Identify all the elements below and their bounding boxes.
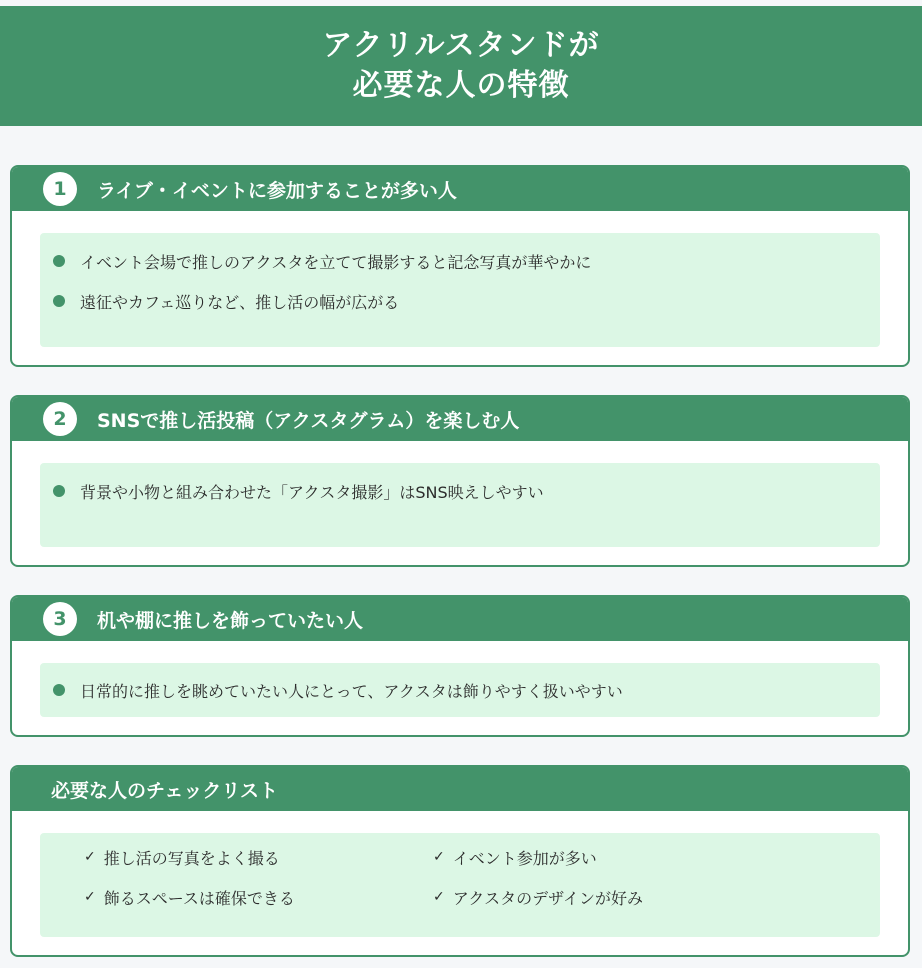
checklist-card [10, 765, 910, 957]
checklist-header [12, 767, 908, 811]
list-item [40, 249, 591, 273]
page-header [0, 6, 922, 126]
checklist-item-text: 飾るスペースは確保できる [103, 888, 295, 908]
section-body-3 [40, 663, 880, 717]
section-card-2 [10, 395, 910, 567]
section-header-1 [12, 167, 908, 211]
section-number-badge: 2 [43, 402, 77, 436]
list-item [40, 289, 399, 313]
checklist-item [433, 885, 643, 909]
list-item-text: 遠征やカフェ巡りなど、推し活の幅が広がる [80, 292, 400, 312]
check-icon: ✓ [84, 889, 96, 905]
list-item [40, 678, 623, 702]
section-number-badge: 3 [43, 602, 77, 636]
check-icon: ✓ [84, 849, 96, 865]
bullet-dot-icon [53, 255, 65, 267]
list-item-text: イベント会場で推しのアクスタを立てて撮影すると記念写真が華やかに [80, 252, 592, 272]
checklist-item [84, 845, 280, 869]
checklist-title: 必要な人のチェックリスト [51, 779, 279, 802]
page-title-line-2: 必要な人の特徴 [352, 68, 570, 103]
checklist-item-text: 推し活の写真をよく撮る [103, 848, 280, 868]
section-card-3 [10, 595, 910, 737]
section-body-1 [40, 233, 880, 347]
section-title: SNSで推し活投稿（アクスタグラム）を楽しむ人 [97, 409, 520, 432]
section-title: ライブ・イベントに参加することが多い人 [97, 179, 457, 202]
checklist-item-text: イベント参加が多い [452, 848, 597, 868]
page-title-line-1: アクリルスタンドが [322, 28, 600, 63]
list-item-text: 日常的に推しを眺めていたい人にとって、アクスタは飾りやすく扱いやすい [80, 681, 623, 701]
bullet-dot-icon [53, 295, 65, 307]
section-card-1 [10, 165, 910, 367]
checklist-item [84, 885, 295, 909]
section-header-2 [12, 397, 908, 441]
bullet-dot-icon [53, 485, 65, 497]
checklist-item [433, 845, 597, 869]
section-number-badge: 1 [43, 172, 77, 206]
section-header-3 [12, 597, 908, 641]
checklist-body [40, 833, 880, 937]
section-title: 机や棚に推しを飾っていたい人 [97, 609, 364, 632]
check-icon: ✓ [433, 889, 445, 905]
bullet-dot-icon [53, 684, 65, 696]
list-item-text: 背景や小物と組み合わせた「アクスタ撮影」はSNS映えしやすい [80, 482, 544, 502]
checklist-item-text: アクスタのデザインが好み [452, 888, 643, 908]
check-icon: ✓ [433, 849, 445, 865]
section-body-2 [40, 463, 880, 547]
list-item [40, 479, 544, 503]
